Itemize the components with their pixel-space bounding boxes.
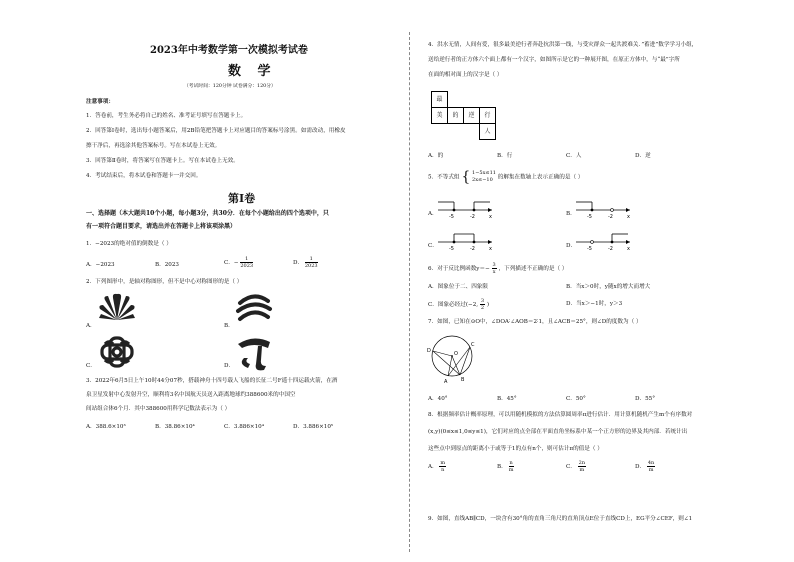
q4-option-c: C．人 [566,153,582,159]
q1-option-b: B．2023 [155,262,179,268]
q5-option-a: A． [428,211,438,217]
q2-option-d: D． [224,363,235,369]
q1-option-d [293,256,318,269]
q5-number-line-c [436,228,496,252]
q6-option-c [428,298,489,311]
fraction-numerator: m [440,460,446,466]
fraction-numerator: 1 [305,256,318,263]
q1-option-c-fraction [240,256,253,269]
q7-option-d: D．55° [635,396,655,402]
column-divider [409,32,410,552]
q8-option-b-fraction [509,460,514,473]
fraction-denominator: 2023 [304,263,318,269]
q1-stem: 1．−2023的绝对值的倒数是（ ） [86,241,172,247]
q4-line-3: 在面的相对面上的汉字是（ ） [428,72,503,78]
fraction-numerator: 3 [480,298,485,304]
fraction-denominator: x [492,269,496,275]
note-3: 3．回答第Ⅱ卷时，将答案写在答题卡上。写在本试卷上无效。 [86,158,239,164]
huawei-logo-icon [97,290,137,326]
q2-stem: 2．下列图形中，是轴对称图形，但不是中心对称图形的是（ ） [86,279,243,285]
q9-line-1: 9．如图，直线AB∥CD，一块含有30°角的直角三角尺的直角顶点E位于直线CD上，EG平分∠CEF，则∠1 [428,516,693,522]
tick-label: -5 [587,246,592,252]
q6-stem-label: 6．对于反比例函数y＝− [428,266,490,272]
q8-option-c-fraction [578,460,586,473]
q4-option-d: D．逆 [635,153,651,159]
cube-face: 逆 [463,107,480,124]
q8-option-c [566,460,586,473]
q1-option-d-fraction [305,256,318,269]
tick-label: -2 [470,214,475,220]
q4-option-b: B．行 [497,153,513,159]
q5-brace: { [461,169,471,185]
q2-option-b: B． [224,323,234,329]
cube-face: 的 [447,107,464,124]
q6-stem [428,262,567,275]
q1-option-c [224,256,253,269]
fraction-numerator: 4n [647,460,655,466]
fraction-denominator: m [648,467,654,473]
q8-option-b-label: B． [497,464,507,470]
q5-option-b: B． [566,211,576,217]
tick-label: -5 [449,214,454,220]
china-mobile-logo-icon [234,289,274,329]
q5-number-line-d [574,228,634,252]
q3-line-2: 泉卫星发射中心发射升空，顺利将3名中国航天员送入距离地球约388600米的中国空 [86,392,296,398]
q5-inequality-1: 1−5x≤11 [472,170,496,176]
q6-option-d: D．当x＞−1时，y＞3 [566,301,623,307]
q2-option-c: C． [86,363,96,369]
note-1: 1．答卷前，考生务必将自己的姓名、准考证号填写在答题卡上。 [86,113,247,119]
q1-option-c-label: C．− [224,260,239,266]
q7-option-c: C．50° [566,396,586,402]
q8-option-a-label: A． [428,464,438,470]
axis-label: x [627,214,630,220]
q8-option-b [497,460,514,473]
q8-line-2: (x,y)(0≤x≤1,0≤y≤1)，它们对应的点全部在平面直角坐标系中某一个正方形的边界及其内部．若统计出 [428,429,688,435]
q4-line-2: 送给逆行者的正方体六个面上都有一个汉字，如图所示是它的一种展开图，在原正方体中，与“最”字所 [428,57,680,63]
part1-title: 第Ⅰ卷 [228,192,256,205]
q7-option-a: A．40° [428,396,448,402]
q6-option-c-close: ) [486,302,489,308]
q8-option-a [428,460,446,473]
q4-line-1: 4．洪水无情，人间有爱，很多最美逆行者奔赴抗洪第一线，与受灾群众一起共渡难关．”蓄进”数学学习小组， [428,42,698,48]
q6-option-c-fraction [480,298,485,311]
q7-stem: 7．如图，已知在⊙O中，∠DOA∶∠AOB＝2∶1，且∠ACB＝25°，则∠D的度数为（ ） [428,319,642,325]
point-label-b: B [461,377,465,383]
part1-instruction-2: 有一项符合题目要求，请选出并在答题卡上将该项涂黑） [86,223,237,230]
cube-face: 最 [431,91,448,108]
q8-option-d [635,460,655,473]
fraction-denominator: 2023 [240,263,254,269]
q3-option-c: C．3.886×10⁴ [224,424,264,430]
axis-label: x [489,214,492,220]
q5-number-line-a [436,196,496,220]
point-label-o: O [454,351,458,357]
tick-label: -2 [608,246,613,252]
q6-stem-tail: ，下列描述不正确的是（ ） [498,266,568,272]
note-2b: 擦干净后，再选涂其他答案标号。写在本试卷上无效。 [86,143,221,149]
q6-option-c-label: C．图象必经过(−2, [428,302,479,308]
q8-option-d-label: D． [635,464,646,470]
subject-title: 数 学 [228,64,277,79]
q5-option-c: C． [428,243,438,249]
q5-stem-tail: 的解集在数轴上表示正确的是（ ） [497,174,584,181]
q5-stem [428,170,583,184]
fraction-numerator: 1 [240,256,253,263]
part1-instruction-1: 一、选择题（本大题共10个小题，每小题3分，共30分．在每个小题给出的四个选项中，只 [86,210,329,217]
axis-label: x [489,246,492,252]
q5-inequality-2: 2x≤−10 [472,177,493,183]
q5-number-line-b [574,196,634,220]
tick-label: -5 [587,214,592,220]
tick-label: -2 [470,246,475,252]
tick-label: -5 [449,246,454,252]
q8-line-3: 这些点中到原点的距离小于或等于1的点有n个，则可估计π的值是（ ） [428,446,603,452]
q7-option-b: B．45° [497,396,517,402]
q3-option-a: A．388.6×10³ [86,424,126,430]
axis-label: x [627,246,630,252]
exam-meta: （考试时间：120分钟 试卷满分：120分） [184,84,276,89]
q1-option-a: A．−2023 [86,262,115,268]
china-telecom-logo-icon [234,334,274,374]
point-label-a: A [444,379,448,385]
q4-option-a: A．的 [428,153,444,159]
q8-line-1: 8．根据频率估计概率原理，可以用随机模拟的方法估算圆周率π进行估计．用计算机随机产生m个有序数对 [428,412,693,418]
q3-option-b: B．38.86×10⁴ [155,424,195,430]
point-label-d: D [427,348,431,354]
tick-label: -2 [608,214,613,220]
q3-option-d: D．3.886×10⁵ [293,424,334,430]
fraction-numerator: 3 [492,262,496,268]
cube-face: 美 [431,107,448,124]
q5-stem-label: 5．不等式组 [428,174,460,181]
q8-option-a-fraction [439,460,446,473]
q2-option-a: A． [86,323,96,329]
fraction-denominator: m [508,467,514,473]
fraction-denominator: n [441,467,445,473]
fraction-numerator: 2n [578,460,586,466]
point-label-c: C [471,342,475,348]
q6-option-a: A．图象位于二、四象限 [428,284,488,290]
q8-option-c-label: C． [566,464,576,470]
fraction-numerator: n [509,460,513,466]
q7-circle-figure [426,330,476,386]
cube-face: 行 [479,107,496,124]
q6-option-b: B．当x＞0时，y随x的增大而增大 [566,284,651,290]
fraction-denominator: 2 [480,305,485,311]
exam-title: 2023年中考数学第一次模拟考试卷 [150,45,308,56]
q6-fraction [492,262,497,275]
q5-system [472,170,496,184]
q5-option-d: D． [566,243,577,249]
q1-option-d-label: D． [293,260,304,266]
cube-face: 人 [479,123,496,140]
q3-line-1: 3．2022年6月5日上午10时44分07秒，搭载神舟十四号载人飞船的长征二号F遥十四运载火箭，在酒 [86,378,338,384]
note-2: 2．回答第Ⅰ卷时，选出每小题答案后，用2B铅笔把答题卡上对应题目的答案标号涂黑。如需改动，用橡皮 [86,128,346,134]
q8-option-d-fraction [647,460,655,473]
note-4: 4．考试结束后，将本试卷和答题卡一并交回。 [86,173,202,179]
china-unicom-logo-icon [97,334,137,370]
notes-heading: 注意事项： [86,99,114,105]
q3-line-3: 间站组合体6个月．其中388600用科学记数法表示为（ ） [86,406,231,412]
fraction-denominator: m [579,467,585,473]
